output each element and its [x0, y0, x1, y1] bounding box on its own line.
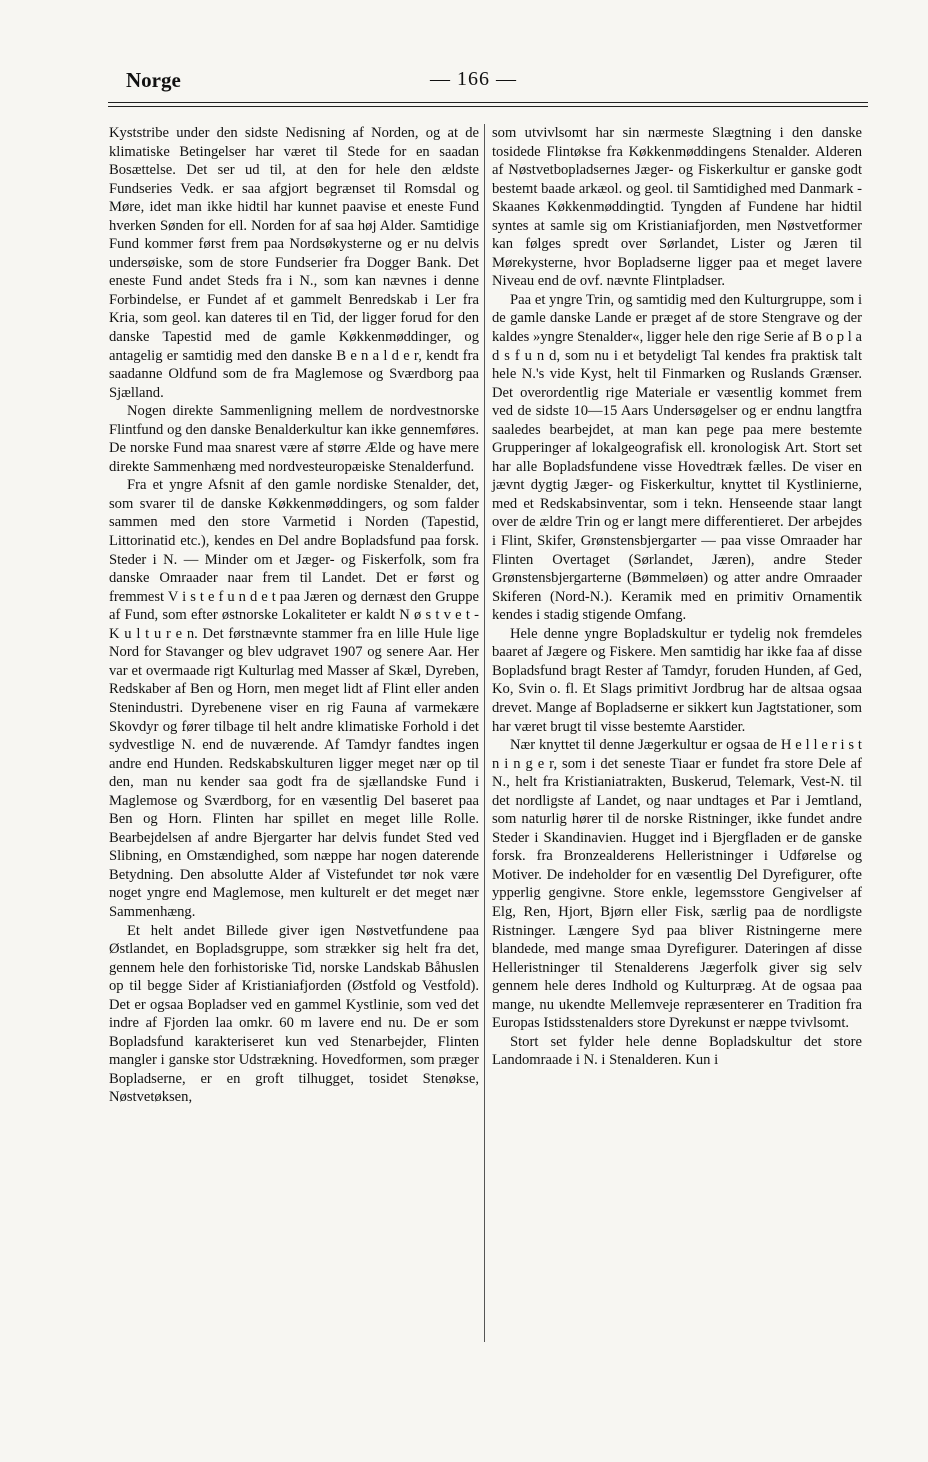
column-divider — [484, 124, 485, 1342]
paragraph: Hele denne yngre Bopladskultur er tydelig nok fremdeles baaret af Jægere og Fiskere. Men samtidig har ikke faa af disse Bopladsfund bragt Rester af Tamdyr, foruden Hunden, af Ged, Ko, Svin o. fl. Et Slags primitivt Jordbrug har de altsaa ogsaa drevet. Mange af Bopladserne er sikkert kun Jagtstationer, som har været brugt til visse bestemte Aarstider. — [492, 625, 862, 735]
running-head-title: Norge — [126, 68, 181, 92]
paragraph: Nær knyttet til denne Jægerkultur er ogsaa de H e l l e r i s t n i n g e r, som i det seneste Tiaar er fundet fra store Dele af N., helt fra Kristianiatrakten, Buskerud, Telemark, Vest-N. til det nordligste af Landet, og naar undtages et Par i Jemtland, som naturlig hører til de norske Ristninger, ikke fundet andre Steder i Skandinavien. Hugget ind i Bjergfladen er de ganske forsk. fra Bronzealderens Helleristninger i Udførelse og Motiver. De indeholder for en væsentlig Del Dyrefigurer, ofte ypperlig gengivne. Store enkle, legemsstore Gengivelser af Elg, Ren, Hjort, Bjørn eller Fisk, særlig paa de nordligste Ristninger. Længere Syd paa bliver Ristningerne mere blandede, med mange smaa Dyrefigurer. Dateringen af disse Helleristninger til Stenalderens Jægerfolk giver sig selv gennem hele deres Indhold og Kulturpræg. At de ogsaa paa mange, nu ukendte Mellemveje repræsenterer en Tradition fra Europas Istidsstenalders store Dyrekunst er næppe tvivlsomt. — [492, 737, 862, 1032]
header-rule-thin — [108, 106, 868, 107]
paragraph: Et helt andet Billede giver igen Nøstvetfundene paa Østlandet, en Bopladsgruppe, som strækker sig helt fra det, gennem hele den forhistoriske Tid, norske Landskab Båhuslen op til begge Sider af Kristianiafjorden (Østfold og Vestfold). Det er ogsaa Bopladser ved en gammel Kystlinie, som ved det indre af Fjorden laa omkr. 60 m lavere end nu. De er som Bopladsfund karakteriseret kun ved Stenarbejder, Flinten mangler i ganske stor Udstrækning. Hovedformen, som præger Bopladserne, er en groft tilhugget, tosidet Stenøkse, Nøstvetøksen, — [109, 922, 479, 1106]
page-header — [124, 68, 866, 98]
right-column — [492, 124, 862, 1070]
paragraph: Stort set fylder hele denne Bopladskultur det store Landomraade i N. i Stenalderen. Kun i — [492, 1033, 862, 1069]
page-number: — 166 — — [430, 68, 517, 90]
paragraph: Paa et yngre Trin, og samtidig med den Kulturgruppe, som i de gamle danske Lande er præget af de store Stengrave og der kaldes »yngre Stenalder«, ligger hele den rige Serie af B o p l a d s f u n d, som nu i et betydeligt Tal kendes fra praktisk talt hele N.'s vide Kyst, helt til Finmarken og Ruslands Grænser. Det overordentlig rige Materiale er væsentlig kommet frem ved de sidste 10—15 Aars Undersøgelser og er endnu langtfra saaledes bearbejdet, at man kan pege paa mere bestemte Grupperinger af lokalgeografisk ell. kronologisk Art. Stort set har alle Bopladsfundene visse Hovedtræk fælles. De viser en jævnt dygtig Jæger- og Fiskerkultur, knyttet til Kystlinierne, med et Redskabsinventar, som i tekn. Henseende staar langt over de ældre Trin og er langt mere differentieret. Der arbejdes i Flint, Skifer, Grønstensbjergarter — paa visse Omraader har Flinten Overtaget (Sørlandet, Jæren), andre Steder Grønstensbjergarterne (Bømmeløen) og atter andre Omraader Skiferen (Nord-N.). Keramik med en primitiv Ornamentik kendes i stadig stigende Omfang. — [492, 291, 862, 624]
paragraph: Nogen direkte Sammenligning mellem de nordvestnorske Flintfund og den danske Benalderkultur kan ikke gennemføres. De norske Fund maa snarest være af større Ælde og have mere direkte Sammenhæng med nordvesteuropæiske Stenalderfund. — [109, 403, 479, 475]
header-rule — [108, 102, 868, 103]
paragraph: Kyststribe under den sidste Nedisning af Norden, og at de klimatiske Betingelser har været til Stede for en saadan Bosættelse. Det ser ud til, at den for hele den ældste Fundseries Vedk. er saa afgjort begrænset til Romsdal og Møre, idet man ikke hidtil har kunnet paavise et eneste Fund hverken Sønden for ell. Norden for af saa høj Alder. Samtidige Fund kommer først frem paa Nordsøkysterne og er nu delvis undersøiske, som de store Fundserier fra Dogger Bank. Det eneste Fund andet Steds fra i N., som kan nævnes i denne Forbindelse, er Fundet af et gammelt Benredskab i Ler fra Kria, som geol. kan dateres til en Tid, der ligger forud for den danske Tapestid med de gamle Køkkenmøddinger, og antagelig er samtidig med den danske B e n a l d e r, kendt fra saadanne Oldfund som de fra Maglemose og Sværdborg paa Sjælland. — [109, 125, 479, 401]
paragraph: som utvivlsomt har sin nærmeste Slægtning i den danske tosidede Flintøkse fra Køkkenmøddingens Stenalder. Alderen af Nøstvetbopladsernes Jæger- og Fiskerkultur er ganske godt bestemt baade arkæol. og geol. til Samtidighed med Danmark - Skaanes Køkkenmøddingtid. Tyngden af Fundene har hidtil syntes at samle sig om Kristianiafjorden, men Nøstvetformer kan følges spredt over Sørlandet, Lister og Jæren til Mørekysterne, hvor Bopladserne ligger paa et meget lavere Niveau end de ovf. nævnte Flintpladser. — [492, 125, 862, 290]
paragraph: Fra et yngre Afsnit af den gamle nordiske Stenalder, det, som svarer til de danske Køkkenmøddingers, og som falder sammen med den store Varmetid i Norden (Tapestid, Littorinatid etc.), kendes en Del andre Bopladsfund paa forsk. Steder i N. — Minder om et Jæger- og Fiskerfolk, som fra danske Omraader naar frem til Landet. Det er først og fremmest V i s t e f u n d e t paa Jæren og dernæst den Gruppe af Fund, som efter østnorske Lokaliteter er kaldt N ø s t v e t - K u l t u r e n. Det førstnævnte stammer fra en lille Hule lige Nord for Stavanger og blev udgravet 1907 og senere Aar. Her var et overmaade rigt Kulturlag med Masser af Skæl, Dyreben, Redskaber af Ben og Horn, men meget lidt af Flint eller anden Stenindustri. Dyrebenene viser en rig Fauna af varmekære Skovdyr og fører tilbage til helt andre klimatiske Forhold i det sydvestlige N. end de nuværende. Af Tamdyr fandtes ingen andre end Hunden. Redskabskulturen ligger meget nær op til den, man nu kender saa godt fra de sjællandske Fund i Maglemose og Sværdborg, for en væsentlig Del baseret paa Ben og Horn. Flinten har spillet en meget lille Rolle. Bearbejdelsen af andre Bjergarter har delvis fundet Sted ved Slibning, en Omstændighed, som næppe har nogen daterende Betydning. Den absolutte Alder af Vistefundet tør nok være noget yngre end Maglemose, men kulturelt er det meget nær Sammenhæng. — [109, 477, 479, 920]
left-column — [109, 124, 479, 1107]
